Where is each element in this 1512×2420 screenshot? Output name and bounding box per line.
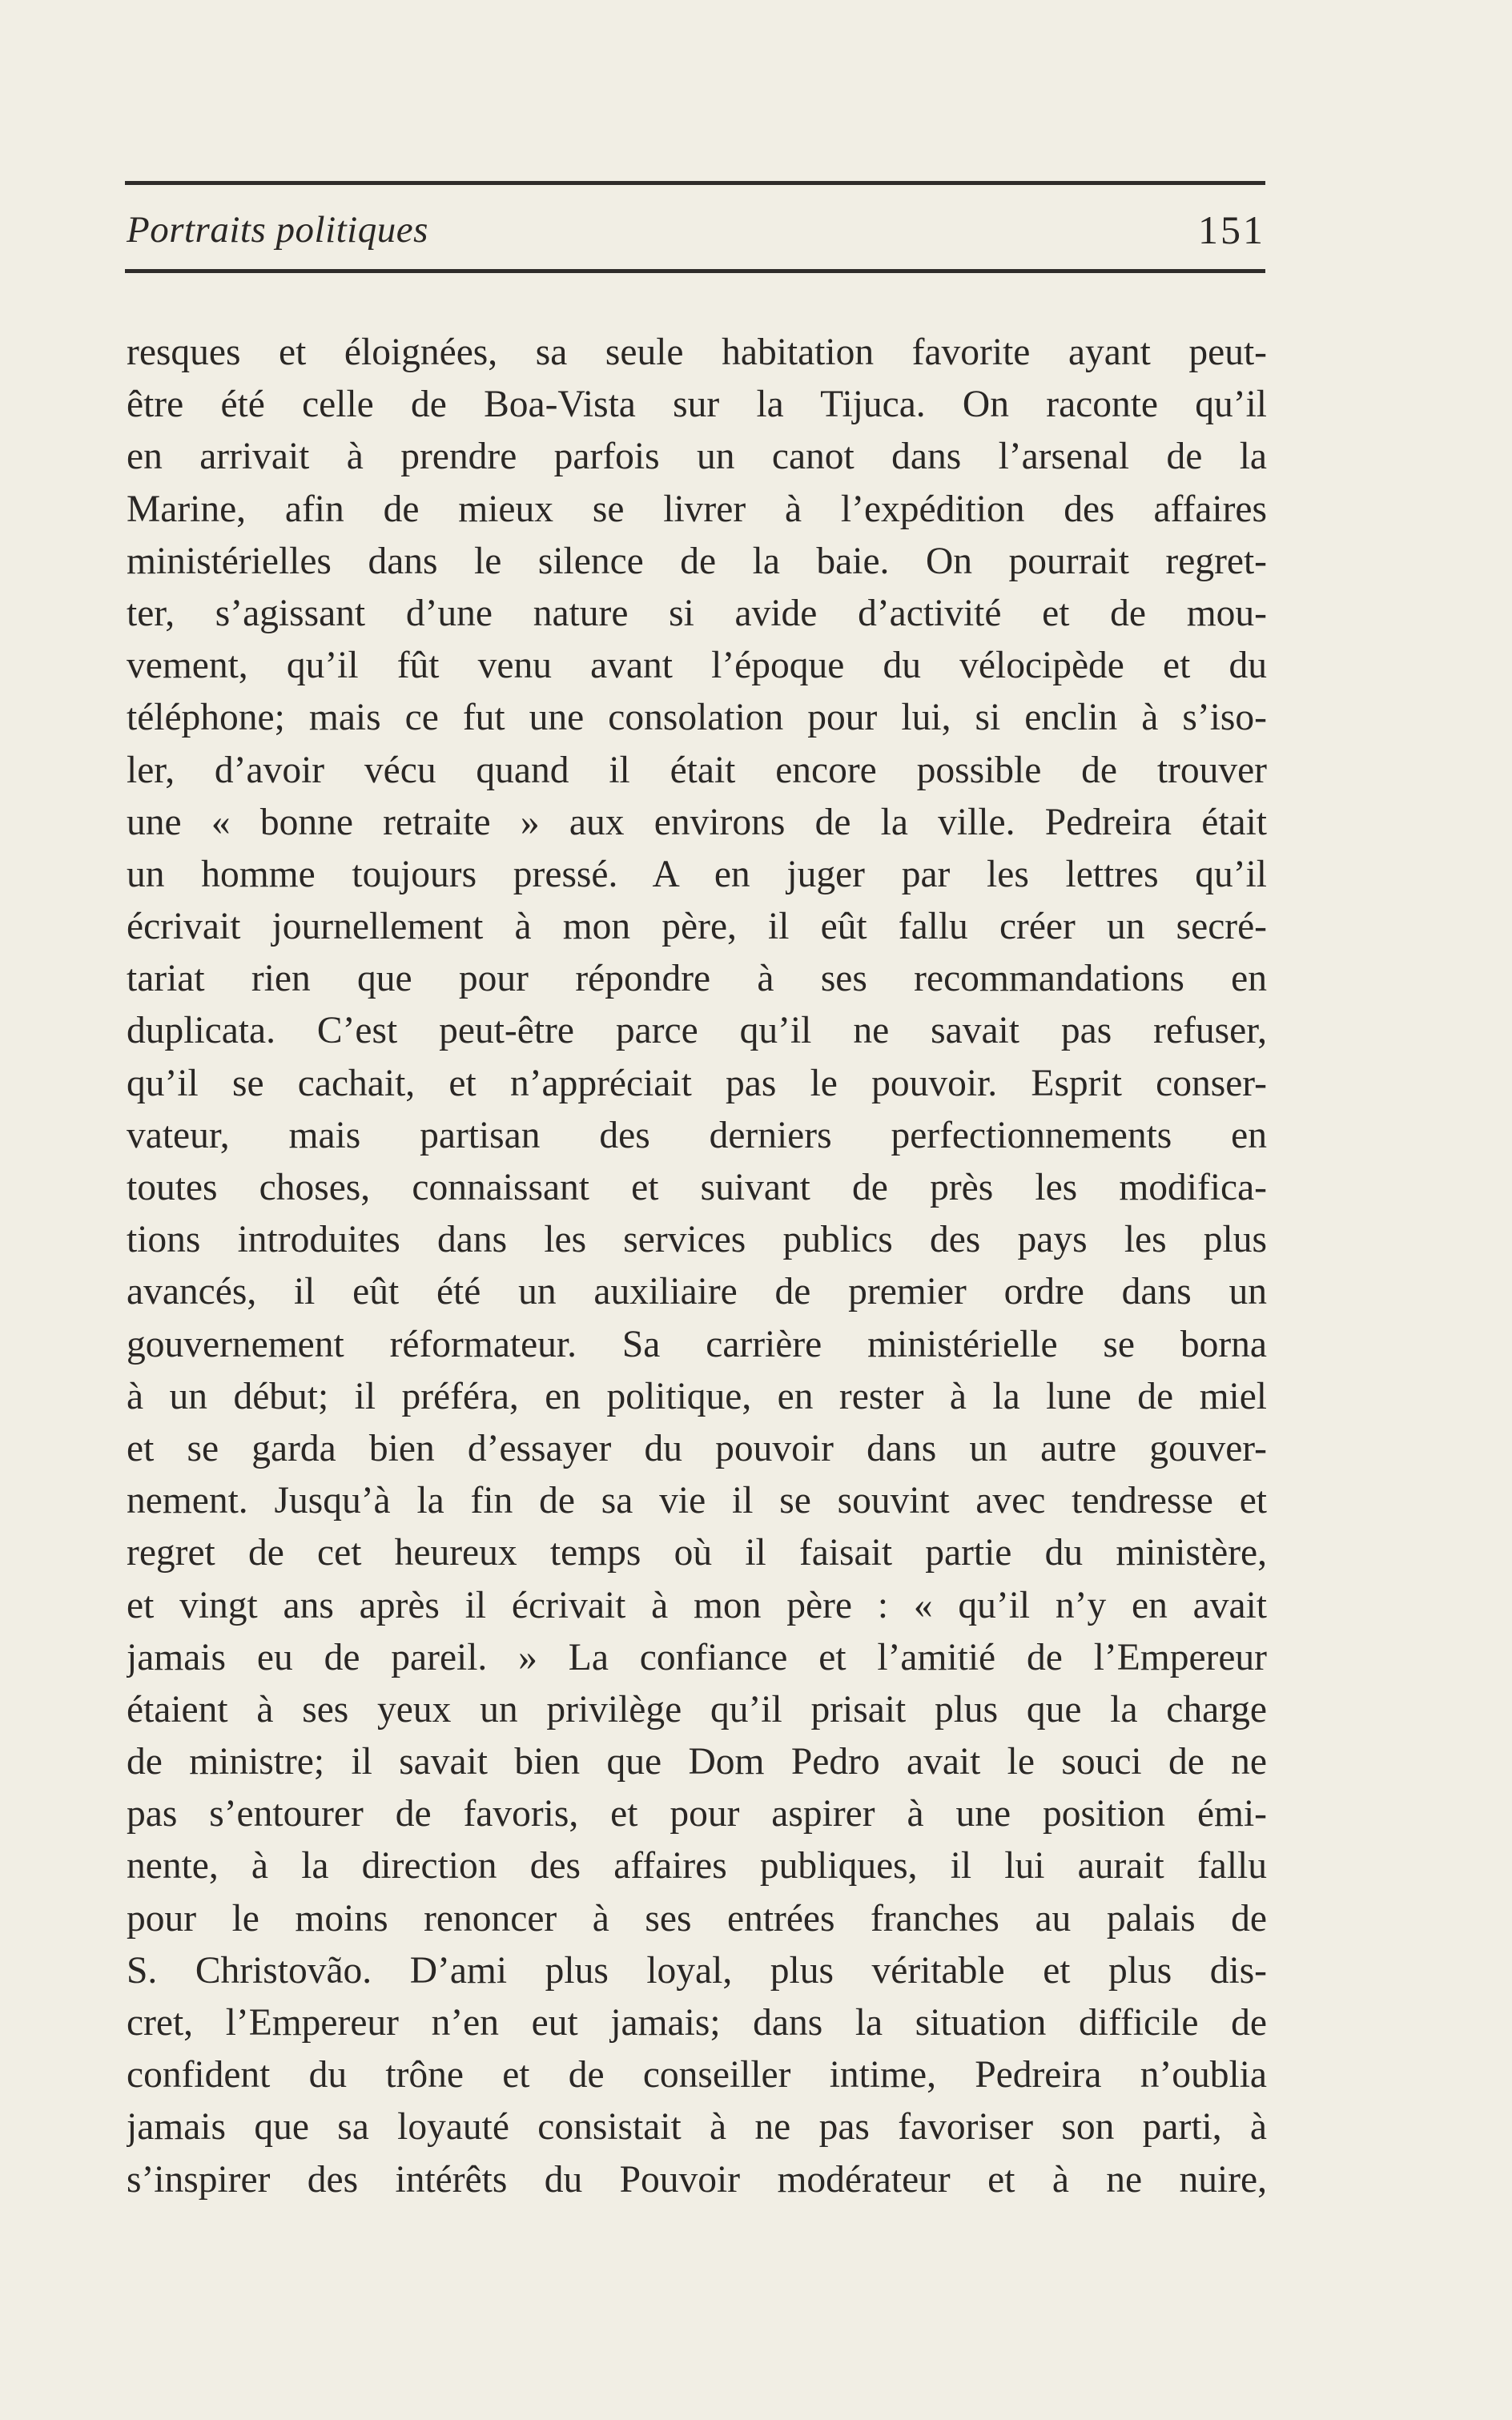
text-line: et vingt ans après il écrivait à mon père : « qu’il n’y en avait [127, 1584, 1267, 1626]
header-bottom-rule [125, 269, 1265, 273]
text-line: écrivait journellement à mon père, il eût fallu créer un secré- [127, 906, 1267, 948]
text-line: gouvernement réformateur. Sa carrière ministérielle se borna [127, 1323, 1267, 1365]
text-line: resques et éloignées, sa seule habitation favorite ayant peut- [127, 332, 1267, 373]
running-head [125, 202, 1265, 258]
text-line: cret, l’Empereur n’en eut jamais; dans la situation difficile de [127, 2002, 1267, 2044]
text-line: jamais que sa loyauté consistait à ne pas favoriser son parti, à [127, 2106, 1267, 2149]
text-line: vement, qu’il fût venu avant l’époque du vélocipède et du [127, 645, 1267, 687]
text-line: ter, s’agissant d’une nature si avide d’activité et de mou- [127, 592, 1267, 634]
text-line: étaient à ses yeux un privilège qu’il prisait plus que la charge [127, 1688, 1267, 1731]
text-line: vateur, mais partisan des derniers perfectionnements en [127, 1114, 1267, 1156]
text-line: à un début; il préféra, en politique, en rester à la lune de miel [127, 1375, 1267, 1417]
body-text [127, 327, 1267, 2206]
text-line: duplicata. C’est peut-être parce qu’il ne savait pas refuser, [127, 1010, 1267, 1052]
text-line: ministérielles dans le silence de la baie. On pourrait regret- [127, 540, 1267, 582]
running-title: Portraits politiques [127, 209, 428, 251]
page-number: 151 [1198, 207, 1265, 252]
header-top-rule [125, 181, 1265, 185]
text-line: ler, d’avoir vécu quand il était encore possible de trouver [127, 749, 1267, 791]
text-line: jamais eu de pareil. » La confiance et l’amitié de l’Empereur [127, 1636, 1267, 1678]
text-line: pour le moins renoncer à ses entrées franches au palais de [127, 1897, 1267, 1940]
text-line: confident du trône et de conseiller intime, Pedreira n’oublia [127, 2054, 1267, 2096]
text-line: téléphone; mais ce fut une consolation pour lui, si enclin à s’iso- [127, 697, 1267, 739]
text-line: tions introduites dans les services publics des pays les plus [127, 1219, 1267, 1261]
text-line: de ministre; il savait bien que Dom Pedro avait le souci de ne [127, 1741, 1267, 1783]
text-line: une « bonne retraite » aux environs de la ville. Pedreira était [127, 801, 1267, 843]
text-line: nente, à la direction des affaires publiques, il lui aurait fallu [127, 1845, 1267, 1887]
text-line: un homme toujours pressé. A en juger par les lettres qu’il [127, 853, 1267, 895]
text-line: qu’il se cachait, et n’appréciait pas le pouvoir. Esprit conser- [127, 1062, 1267, 1104]
text-line: être été celle de Boa-Vista sur la Tijuca. On raconte qu’il [127, 384, 1267, 426]
text-line: pas s’entourer de favoris, et pour aspirer à une position émi- [127, 1793, 1267, 1835]
text-line: en arrivait à prendre parfois un canot dans l’arsenal de la [127, 436, 1267, 478]
text-line: toutes choses, connaissant et suivant de près les modifica- [127, 1167, 1267, 1208]
text-line: s’inspirer des intérêts du Pouvoir modérateur et à ne nuire, [127, 2158, 1267, 2201]
text-line: Marine, afin de mieux se livrer à l’expédition des affaires [127, 488, 1267, 530]
text-line: tariat rien que pour répondre à ses recommandations en [127, 958, 1267, 1000]
text-line: regret de cet heureux temps où il faisait partie du ministère, [127, 1532, 1267, 1574]
text-line: et se garda bien d’essayer du pouvoir dans un autre gouver- [127, 1427, 1267, 1469]
text-line: nement. Jusqu’à la fin de sa vie il se souvint avec tendresse et [127, 1480, 1267, 1522]
text-line: S. Christovão. D’ami plus loyal, plus véritable et plus dis- [127, 1949, 1267, 1992]
text-line: avancés, il eût été un auxiliaire de premier ordre dans un [127, 1271, 1267, 1313]
